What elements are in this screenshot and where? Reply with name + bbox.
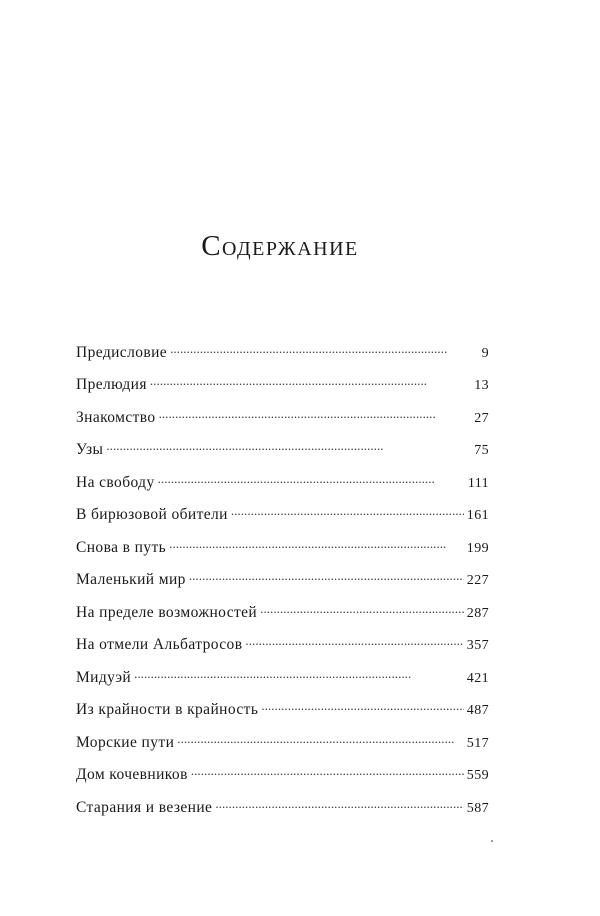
toc-entry-page: 199	[466, 540, 489, 556]
toc-entry-page: 587	[466, 800, 489, 816]
dot-leader	[189, 569, 464, 585]
dot-leader	[170, 341, 479, 357]
toc-entry-title: Маленький мир	[76, 571, 186, 588]
toc-entry-title: Знакомство	[76, 408, 156, 426]
toc-entry[interactable]	[76, 439, 489, 472]
dot-leader	[245, 634, 463, 650]
toc-entry-page: 13	[474, 378, 489, 393]
toc-entry[interactable]	[76, 666, 489, 699]
dot-leader	[159, 406, 472, 422]
toc-entry-title: Снова в путь	[76, 538, 167, 556]
toc-entry[interactable]	[76, 796, 489, 829]
toc-entry[interactable]	[76, 569, 489, 602]
toc-entry-page: 111	[467, 475, 489, 491]
toc-entry-page: 487	[466, 703, 489, 718]
print-speck	[491, 840, 493, 842]
dot-leader	[150, 374, 471, 390]
toc-entry-page: 357	[466, 638, 489, 653]
toc-entry[interactable]	[76, 536, 489, 569]
toc-entry-title: Морские пути	[76, 733, 175, 751]
toc-entry[interactable]	[76, 601, 489, 634]
toc-entry-page: 227	[466, 573, 489, 588]
toc-entry[interactable]	[76, 406, 489, 439]
toc-entry-page: 75	[474, 443, 489, 458]
toc-entry-title: Из крайности в крайность	[76, 701, 259, 718]
toc-entry[interactable]	[76, 374, 489, 407]
toc-entry-title: Предисловие	[76, 343, 168, 361]
toc-entry-title: Узы	[76, 441, 104, 458]
dot-leader	[134, 666, 464, 682]
dot-leader	[106, 439, 471, 455]
toc-entry-title: На свободу	[76, 473, 155, 491]
toc-entry[interactable]	[76, 504, 489, 537]
dot-leader	[191, 764, 464, 780]
page-title: Содержание	[201, 230, 359, 262]
dot-leader	[169, 536, 464, 552]
toc-entry-title: Прелюдия	[76, 376, 147, 393]
toc-entry-title: На отмели Альбатросов	[76, 636, 243, 653]
toc-entry[interactable]	[76, 731, 489, 764]
toc-entry-title: Мидуэй	[76, 668, 132, 686]
toc-entry-page: 9	[481, 345, 489, 361]
toc-entry[interactable]	[76, 634, 489, 667]
table-of-contents	[76, 341, 489, 829]
toc-entry-page: 287	[466, 605, 489, 621]
toc-entry-title: Дом кочевников	[76, 766, 188, 783]
dot-leader	[177, 731, 464, 747]
toc-entry[interactable]	[76, 471, 489, 504]
toc-entry-page: 421	[466, 670, 489, 686]
toc-entry[interactable]	[76, 764, 489, 797]
toc-entry[interactable]	[76, 341, 489, 374]
toc-entry-page: 27	[474, 410, 489, 426]
toc-entry-title: Старания и везение	[76, 798, 213, 816]
toc-entry-title: На пределе возможностей	[76, 603, 258, 621]
toc-entry-page: 559	[466, 768, 489, 783]
dot-leader	[231, 504, 464, 520]
toc-entry-page: 161	[466, 508, 489, 523]
dot-leader	[158, 471, 465, 487]
dot-leader	[215, 796, 463, 812]
dot-leader	[260, 601, 464, 617]
toc-entry-page: 517	[466, 735, 489, 751]
toc-entry-title: В бирюзовой обители	[76, 506, 228, 523]
dot-leader	[261, 699, 463, 715]
toc-entry[interactable]	[76, 699, 489, 732]
